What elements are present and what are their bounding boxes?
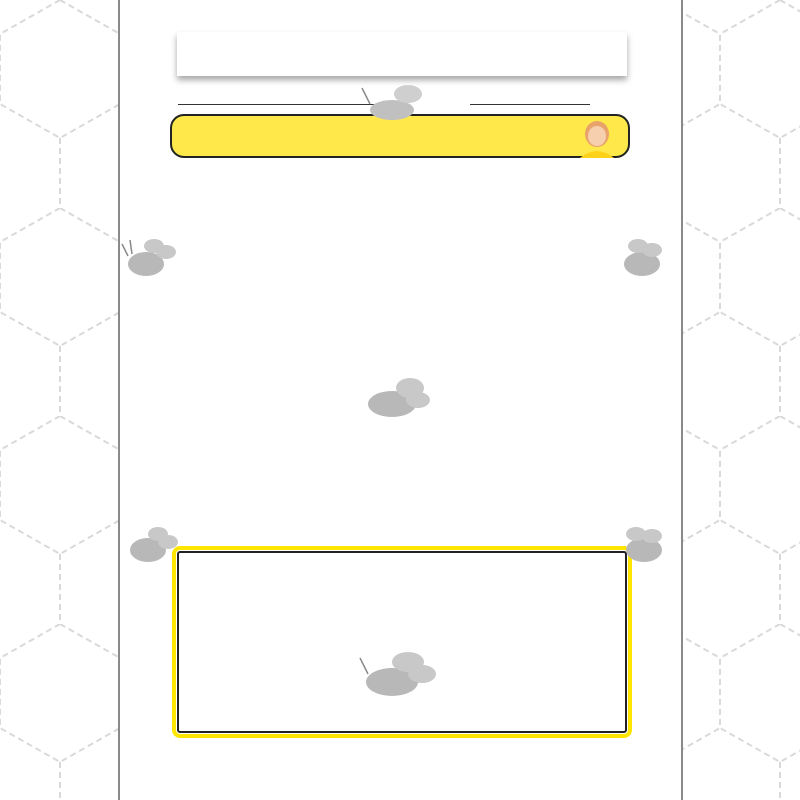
girl-picture: [572, 114, 622, 158]
bee-icon: [120, 520, 182, 566]
bee-icon: [356, 374, 436, 420]
bee-icon: [120, 232, 182, 282]
clue-box[interactable]: [172, 546, 632, 738]
bee-icon: [352, 644, 442, 700]
bee-icon: [356, 82, 436, 122]
name-field[interactable]: [172, 92, 378, 105]
title-banner: [177, 32, 627, 76]
bee-icon: [612, 232, 674, 282]
bee-icon: [612, 520, 674, 566]
date-field[interactable]: [464, 92, 590, 105]
